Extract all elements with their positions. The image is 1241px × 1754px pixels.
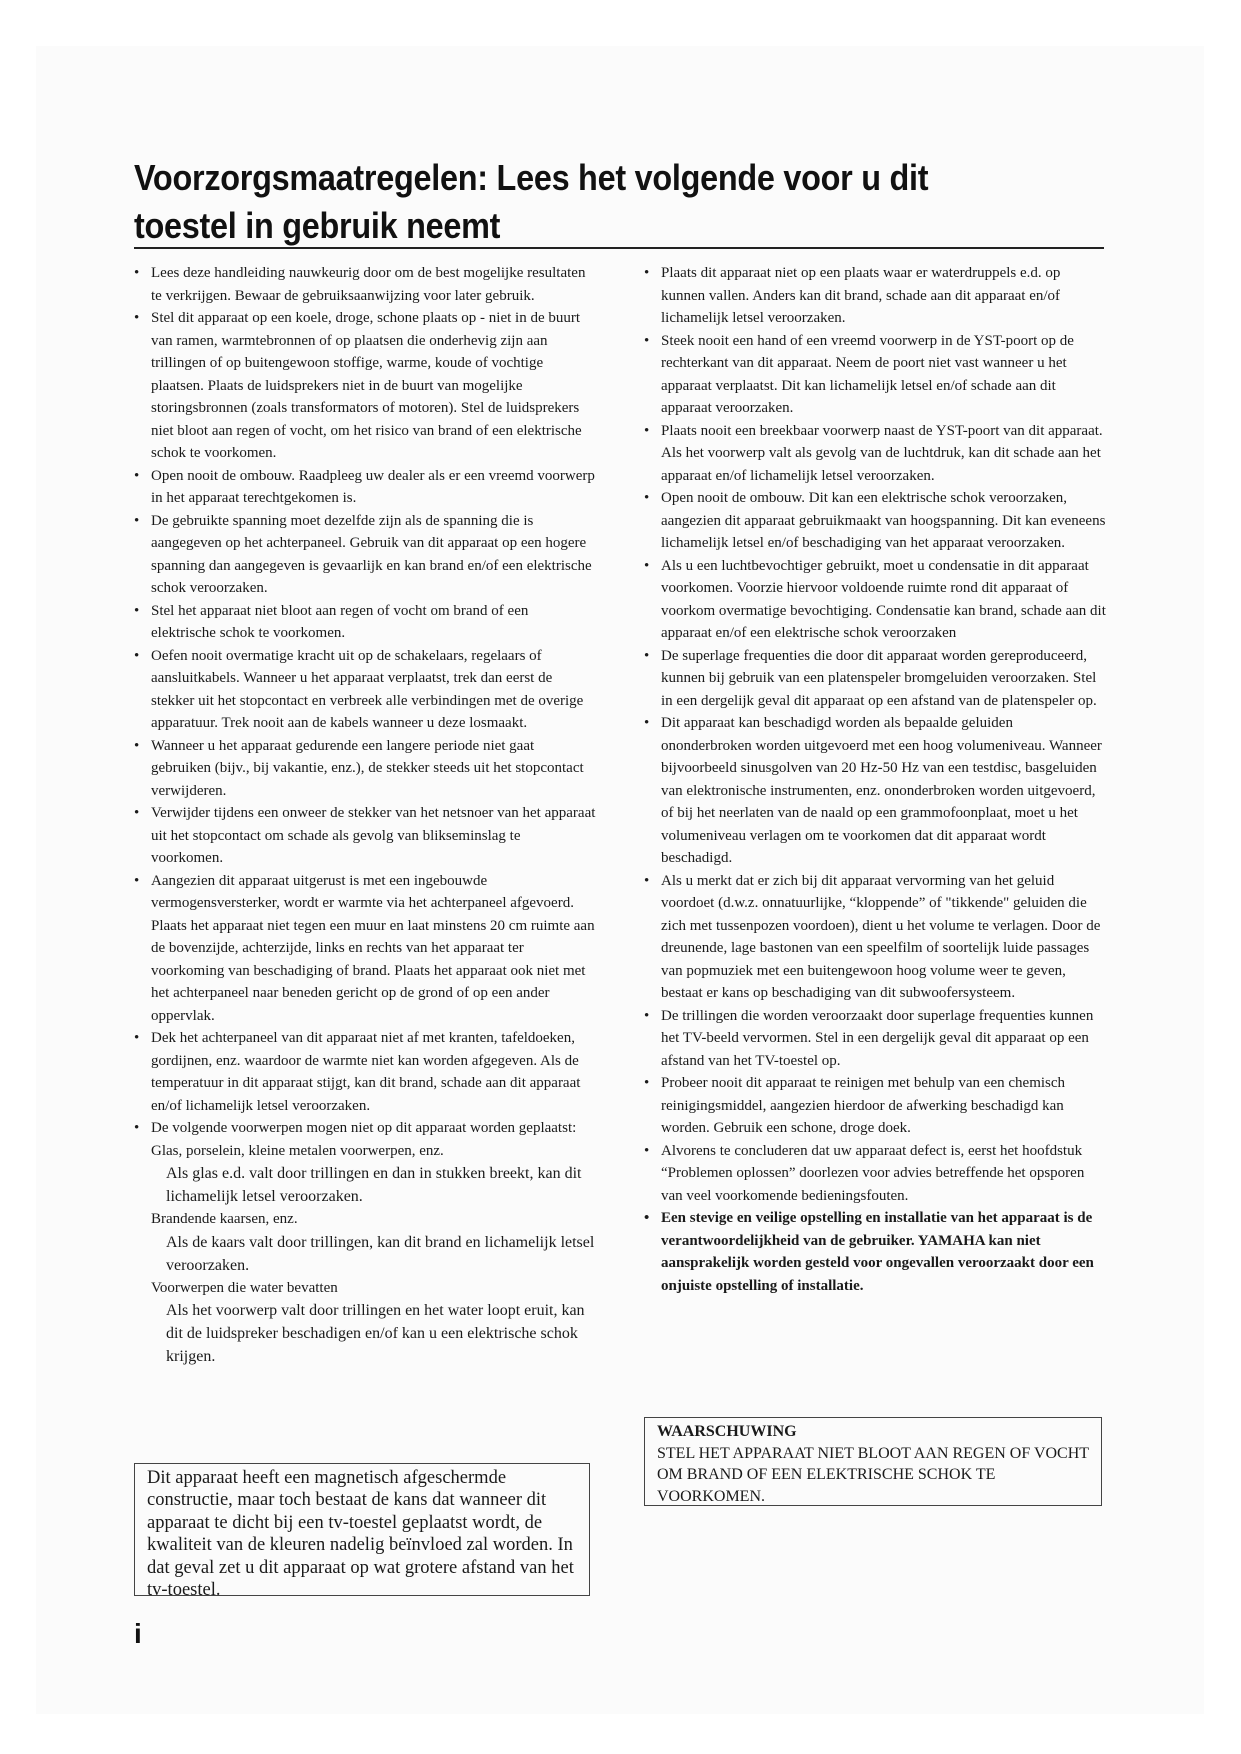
object-warning: Als het voorwerp valt door trillingen en het water loopt eruit, kan dit de luidspreker beschadigen en/of kan u een elektrische schok krijgen. — [166, 1302, 585, 1365]
object-warning: Als glas e.d. valt door trillingen en dan in stukken breekt, kan dit lichamelijk letsel veroorzaken. — [166, 1165, 582, 1205]
list-item: • Als u merkt dat er zich bij dit apparaat vervorming van het geluid voordoet (d.w.z. onnatuurlijke, “kloppende” of "tikkende" geluiden die zich met tussenpozen voordoen), dient u het volume te verlagen. Door de dreunende, lage bastonen van een speelfilm of soortelijk luide passages van popmuziek met een buitengewoon hoog volume weer te geven, bestaat er kans op beschadiging van dit subwoofersysteem. — [644, 870, 1106, 1005]
list-item: • Dek het achterpaneel van dit apparaat niet af met kranten, tafeldoeken, gordijnen, enz. waardoor de warmte niet kan worden afgegeven. Als de temperatuur in dit apparaat stijgt, kan dit brand, schade aan dit apparaat en/of lichamelijk letsel veroorzaken. — [134, 1027, 596, 1117]
object-category: Brandende kaarsen, enz. — [151, 1211, 298, 1227]
list-item: • Oefen nooit overmatige kracht uit op de schakelaars, regelaars of aansluitkabels. Wanneer u het apparaat verplaatst, trek dan eerst de stekker uit het stopcontact en verbreek alle verbindingen met de overige apparatuur. Trek nooit aan de kabels wanneer u deze losmaakt. — [134, 645, 596, 735]
title-divider — [134, 247, 1104, 249]
responsibility-notice: • Een stevige en veilige opstelling en installatie van het apparaat is de verantwoordelijkheid van de gebruiker. YAMAHA kan niet aansprakelijk worden gesteld voor ongevallen veroorzaakt door een onjuiste opstelling of installatie. — [644, 1207, 1106, 1297]
list-item: • Dit apparaat kan beschadigd worden als bepaalde geluiden ononderbroken worden uitgevoerd met een hoog volumeniveau. Wanneer bijvoorbeeld sinusgolven van 20 Hz-50 Hz van een testdisc, basgeluiden van elektronische instrumenten, enz. ononderbroken worden uitgevoerd, of bij het neerlaten van de naald op een grammofoonplaat, moet u het volumeniveau verlagen om te voorkomen dat dit apparaat wordt beschadigd. — [644, 712, 1106, 870]
list-item: • Stel het apparaat niet bloot aan regen of vocht om brand of een elektrische schok te voorkomen. — [134, 600, 596, 645]
list-item: • Aangezien dit apparaat uitgerust is met een ingebouwde vermogensversterker, wordt er warmte via het achterpaneel afgevoerd. Plaats het apparaat niet tegen een muur en laat minstens 20 cm ruimte aan de bovenzijde, achterzijde, links en rechts van het apparaat ter voorkoming van beschadiging of brand. Plaats het apparaat ook niet met het achterpaneel naar beneden gericht op de grond of op een ander oppervlak. — [134, 870, 596, 1028]
left-column — [134, 262, 596, 1368]
list-item: • Probeer nooit dit apparaat te reinigen met behulp van een chemisch reinigingsmiddel, aangezien hierdoor de afwerking beschadigd kan worden. Gebruik een schone, droge doek. — [644, 1072, 1106, 1140]
list-item: • De superlage frequenties die door dit apparaat worden gereproduceerd, kunnen bij gebruik van een platenspeler bromgeluiden veroorzaken. Stel in een dergelijk geval dit apparaat op een afstand van de platenspeler op. — [644, 645, 1106, 713]
list-item: • De gebruikte spanning moet dezelfde zijn als de spanning die is aangegeven op het achterpaneel. Gebruik van dit apparaat op een hogere spanning dan aangegeven is gevaarlijk en kan brand en/of een elektrische schok veroorzaken. — [134, 510, 596, 600]
page-number: i — [134, 1618, 142, 1649]
list-item: • Open nooit de ombouw. Dit kan een elektrische schok veroorzaken, aangezien dit apparaat gebruikmaakt van hoogspanning. Dit kan eveneens lichamelijk letsel en/of beschadiging van het apparaat veroorzaken. — [644, 487, 1106, 555]
object-category: Voorwerpen die water bevatten — [151, 1279, 338, 1296]
list-item: • Plaats nooit een breekbaar voorwerp naast de YST-poort van dit apparaat. Als het voorwerp valt als gevolg van de luchtdruk, kan dit schade aan het apparaat en/of lichamelijk letsel veroorzaken. — [644, 420, 1106, 488]
list-item: • Lees deze handleiding nauwkeurig door om de best mogelijke resultaten te verkrijgen. Bewaar de gebruiksaanwijzing voor later gebruik. — [134, 262, 596, 307]
magnetic-shielding-note: Dit apparaat heeft een magnetisch afgeschermde constructie, maar toch bestaat de kans dat wanneer dit apparaat te dicht bij een tv-toestel geplaatst wordt, de kwaliteit van de kleuren nadelig beïnvloed zal worden. In dat geval zet u dit apparaat op wat grotere afstand van het tv-toestel. — [134, 1463, 590, 1596]
object-warning: Als de kaars valt door trillingen, kan dit brand en lichamelijk letsel veroorzaken. — [166, 1233, 595, 1274]
warning-title: WAARSCHUWING — [657, 1423, 797, 1440]
page-title: Voorzorgsmaatregelen: Lees het volgende voor u dit toestel in gebruik neemt — [134, 157, 929, 246]
list-item: • Stel dit apparaat op een koele, droge, schone plaats op - niet in de buurt van ramen, warmtebronnen of op plaatsen die onderhevig zijn aan trillingen of op buitengewoon stoffige, warme, koude of vochtige plaatsen. Plaats de luidsprekers niet in de buurt van mogelijke storingsbronnen (zoals transformators of motoren). Stel de luidsprekers niet bloot aan regen of vocht, om het risico van brand of een elektrische schok te voorkomen. — [134, 307, 596, 465]
right-column — [644, 262, 1106, 1297]
list-item: • Plaats dit apparaat niet op een plaats waar er waterdruppels e.d. op kunnen vallen. Anders kan dit brand, schade aan dit apparaat en/of lichamelijk letsel veroorzaken. — [644, 262, 1106, 330]
list-item: • Wanneer u het apparaat gedurende een langere periode niet gaat gebruiken (bijv., bij vakantie, enz.), de stekker steeds uit het stopcontact verwijderen. — [134, 735, 596, 803]
left-precautions-list — [134, 262, 596, 1368]
list-item: • Alvorens te concluderen dat uw apparaat defect is, eerst het hoofdstuk “Problemen oplossen” doorlezen voor advies betreffende het opsporen van veel voorkomende bedieningsfouten. — [644, 1140, 1106, 1208]
list-item: • Steek nooit een hand of een vreemd voorwerp in de YST-poort op de rechterkant van dit apparaat. Neem de poort niet vast wanneer u het apparaat verplaatst. Dit kan lichamelijk letsel en/of schade aan dit apparaat veroorzaken. — [644, 330, 1106, 420]
warning-text: STEL HET APPARAAT NIET BLOOT AAN REGEN OF VOCHT OM BRAND OF EEN ELEKTRISCHE SCHOK TE VOORKOMEN. — [657, 1444, 1089, 1505]
list-item: • De trillingen die worden veroorzaakt door superlage frequenties kunnen het TV-beeld vervormen. Stel in een dergelijk geval dit apparaat op een afstand van het TV-toestel op. — [644, 1005, 1106, 1073]
warning-box — [644, 1417, 1102, 1506]
right-precautions-list — [644, 262, 1106, 1297]
list-item: • Open nooit de ombouw. Raadpleeg uw dealer als er een vreemd voorwerp in het apparaat terechtgekomen is. — [134, 465, 596, 510]
list-item-text: De volgende voorwerpen mogen niet op dit apparaat worden geplaatst: — [151, 1120, 577, 1136]
list-item: • Verwijder tijdens een onweer de stekker van het netsnoer van het apparaat uit het stopcontact om schade als gevolg van blikseminslag te voorkomen. — [134, 802, 596, 870]
list-item: • Als u een luchtbevochtiger gebruikt, moet u condensatie in dit apparaat voorkomen. Voorzie hiervoor voldoende ruimte rond dit apparaat of voorkom overmatige bevochtiging. Condensatie kan brand, schade aan dit apparaat en/of een elektrische schok veroorzaken — [644, 555, 1106, 645]
list-item — [134, 1117, 596, 1368]
object-category: Glas, porselein, kleine metalen voorwerpen, enz. — [151, 1142, 444, 1159]
